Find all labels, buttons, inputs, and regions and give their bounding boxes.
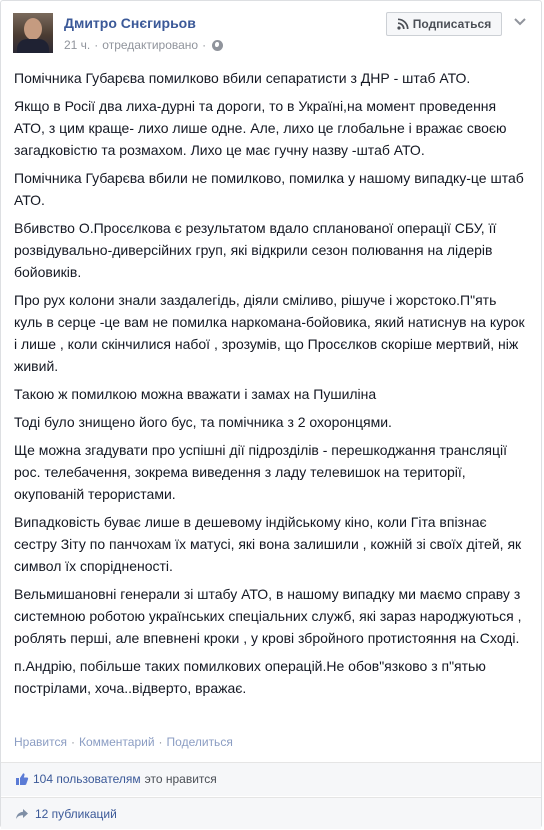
shares-count-link[interactable]: 12 публикаций bbox=[35, 807, 117, 821]
post-paragraph: Помічника Губарєва помилково вбили сепаратисти з ДНР - штаб АТО. bbox=[14, 70, 471, 86]
subscribe-label: Подписаться bbox=[412, 17, 492, 31]
globe-icon[interactable] bbox=[212, 40, 223, 51]
post-paragraph: Вбивство О.Просєлкова є результатом вдало спланованої операції СБУ, її розвідувально-диверсійних груп, які відкрили сезон полювання на лідерів бойовиків. bbox=[14, 220, 497, 280]
share-link[interactable]: Поделиться bbox=[166, 735, 233, 749]
meta-separator-2: · bbox=[202, 38, 207, 52]
shares-row bbox=[1, 797, 541, 829]
action-separator: · bbox=[158, 735, 163, 749]
share-arrow-icon bbox=[15, 807, 29, 821]
post-paragraph: Ще можна згадувати про успішні дії підрозділів - перешкоджання трансляції рос. телебачення, зокрема виведення з ладу телевишок на території, окупованій терористами. bbox=[14, 442, 507, 502]
post-paragraph: п.Андрію, побільше таких помилкових операцій.Не обов"язково з п"ятью пострілами, хоча..відверто, вражає. bbox=[14, 658, 486, 696]
post-meta bbox=[64, 38, 223, 52]
post-paragraph: Помічника Губарєва вбили не помилково, помилка у нашому випадку-це штаб АТО. bbox=[14, 170, 524, 208]
action-separator: · bbox=[70, 735, 75, 749]
likes-count-link[interactable]: 104 пользователям bbox=[33, 772, 141, 786]
author-name[interactable]: Дмитро Снєгирьов bbox=[64, 15, 196, 31]
post-paragraph: Про рух колони знали заздалегідь, діяли сміливо, рішуче і жорстоко.П"ять куль в серце -це вам не помилка наркомана-бойовика, який натиснув на курок і лише , коли скінчилися набої , зрозумів, що Просєлков скоріше мертвий, ніж живий. bbox=[14, 292, 525, 374]
likes-suffix: это нравится bbox=[144, 772, 217, 786]
post-paragraph: Випадковість буває лише в дешевому індійському кіно, коли Гіта впізнає сестру Зіту по панчохам їх матусі, які вона залишили , кожній зі своїх дітей, як символ їх спорідненості. bbox=[14, 514, 522, 574]
subscribe-button[interactable] bbox=[386, 12, 502, 36]
post-paragraph: Якщо в Росії два лиха-дурні та дороги, то в Україні,на момент проведення АТО, з цим краще- лихо лише одне. Але, лихо це глобальне і вражає своєю загадковістю та розмахом. Лихо це має гучну назву -штаб АТО. bbox=[14, 98, 507, 158]
meta-separator: · bbox=[94, 38, 99, 52]
edited-label[interactable]: отредактировано bbox=[102, 38, 199, 52]
post-body bbox=[14, 67, 526, 699]
post-paragraph: Тоді було знищено його бус, та помічника з 2 охоронцями. bbox=[14, 414, 392, 430]
post-actions bbox=[14, 735, 233, 749]
post-header bbox=[1, 1, 541, 65]
like-link[interactable]: Нравится bbox=[14, 735, 67, 749]
thumbs-up-icon bbox=[15, 772, 29, 786]
rss-icon bbox=[397, 18, 409, 30]
post-time[interactable]: 21 ч. bbox=[64, 38, 91, 52]
likes-row bbox=[1, 762, 541, 796]
post-paragraph: Вельмишановні генерали зі штабу АТО, в нашому випадку ми маємо справу з системною роботою українських спеціальних служб, які зараз народжуються , роблять перші, але впевнені кроки , у крові збройного протистояння на Сході. bbox=[14, 586, 522, 646]
chevron-down-icon[interactable] bbox=[513, 16, 527, 28]
comment-link[interactable]: Комментарий bbox=[78, 735, 155, 749]
avatar[interactable] bbox=[13, 13, 53, 53]
post-paragraph: Такою ж помилкою можна вважати і замах на Пушиліна bbox=[14, 386, 377, 402]
